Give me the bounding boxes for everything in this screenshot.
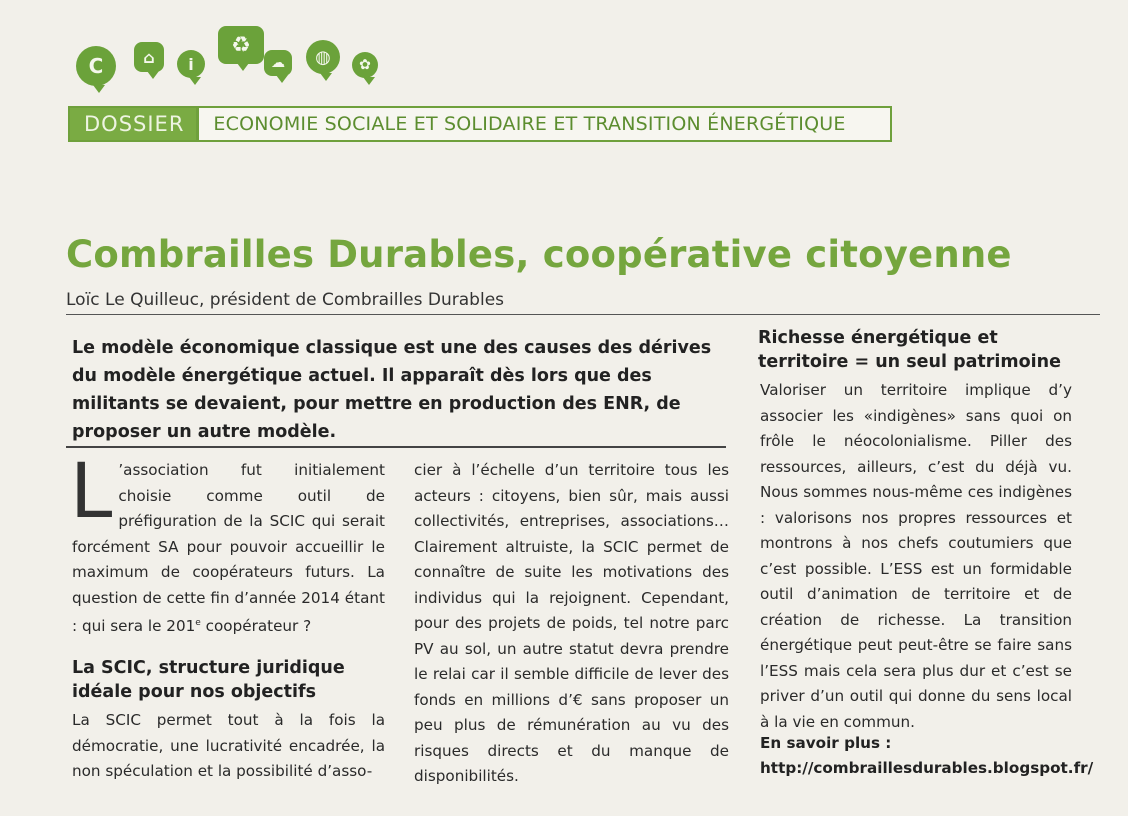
article-author: Loïc Le Quilleuc, président de Combrailles Durables bbox=[66, 290, 505, 310]
column-2 bbox=[414, 458, 729, 790]
article-title: Combrailles Durables, coopérative citoyenne bbox=[66, 233, 1012, 276]
column-3 bbox=[760, 378, 1072, 735]
more-info-link[interactable]: http://combraillesdurables.blogspot.fr/ bbox=[760, 759, 1094, 777]
article-lead: Le modèle économique classique est une des causes des dérives du modèle énergétique actuel. Il apparaît dès lors que des militants se devaient, pour mettre en production des ENR, de proposer un autre modèle. bbox=[72, 338, 712, 442]
section-theme: ECONOMIE SOCIALE ET SOLIDAIRE ET TRANSITION ÉNERGÉTIQUE bbox=[213, 113, 846, 135]
subheading-scic: La SCIC, structure juridique idéale pour nos objectifs bbox=[72, 658, 345, 702]
info-icon: i bbox=[177, 50, 205, 78]
paragraph-scic: La SCIC permet tout à la fois la démocratie, une lucrativité encadrée, la non spéculation et la possibilité d’asso- bbox=[72, 711, 385, 780]
paragraph-intro bbox=[70, 446, 385, 640]
icon-strip bbox=[72, 24, 382, 94]
subheading-richesse: Richesse énergétique et territoire = un seul patrimoine bbox=[758, 328, 1061, 372]
section-tag: DOSSIER bbox=[70, 108, 196, 140]
paragraph-territoire: Valoriser un territoire implique d’y associer les «indigènes» sans quoi on frôle le néocolonialisme. Piller des ressources, ailleurs, c’est du déjà vu. Nous sommes nous-même ces indigènes : valorisons nos propres ressources et montrons à nos chefs coutumiers que c’est possible. L’ESS est un formidable outil d’animation de territoire et de création de richesse. La transition énergétique peut peut-être se faire sans l’ESS mais cela sera plus dur et c’est se priver d’un outil qui donne du sens local à la vie en commun. bbox=[760, 381, 1072, 731]
more-info bbox=[760, 731, 1093, 781]
coin-check-icon: C bbox=[76, 46, 116, 86]
intro-text: ’association fut initialement choisie comme outil de préfiguration de la SCIC qui serait forcément SA pour pouvoir accueillir le maximum de coopérateurs futurs. La question de cette fin d’année 2014 étant : qui sera le 201 bbox=[72, 461, 385, 636]
drop-cap: L bbox=[70, 446, 113, 535]
divider-lead bbox=[66, 446, 726, 448]
more-info-label: En savoir plus : bbox=[760, 734, 892, 752]
section-header bbox=[68, 106, 892, 142]
intro-text-end: coopérateur ? bbox=[200, 617, 312, 636]
paragraph-scic-continued: cier à l’échelle d’un territoire tous les acteurs : citoyens, bien sûr, mais aussi collectivités, entreprises, associations… Clairement altruiste, la SCIC permet de connaître de suite les motivations des individus qui la rejoignent. Cependant, pour des projets de poids, tel notre parc PV au sol, un autre statut devra prendre le relai car il semble difficile de lever des fonds en millions d’€ sans proposer un peu plus de rémunération au vu des risques directs et du manque de disponibilités. bbox=[414, 461, 729, 785]
gear-icon: ✿ bbox=[352, 52, 378, 78]
recycle-icon: ♻ bbox=[218, 26, 264, 64]
column-1-continued bbox=[72, 708, 385, 785]
house-icon: ⌂ bbox=[134, 42, 164, 72]
globe-icon: ◍ bbox=[306, 40, 340, 74]
section-divider bbox=[196, 108, 209, 140]
divider-top bbox=[66, 314, 1100, 315]
cloud-icon: ☁ bbox=[264, 50, 292, 76]
column-1 bbox=[70, 446, 385, 640]
ordinal-suffix: e bbox=[195, 618, 201, 628]
